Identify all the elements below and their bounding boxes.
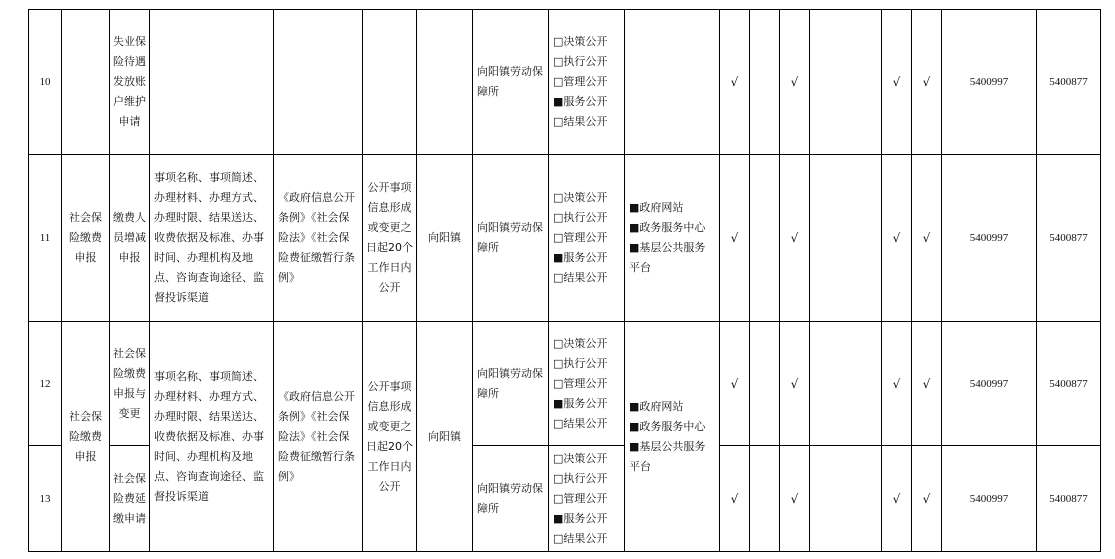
- basis-cell: 《政府信息公开条例》《社会保险法》《社会保险费征缴暂行条例》: [274, 155, 363, 322]
- matter-sub-cell: 失业保险待遇发放账户维护申请: [110, 10, 150, 155]
- public-type-item: □决策公开: [553, 191, 608, 204]
- channel-cell: [625, 155, 720, 322]
- content-cell: [150, 10, 274, 155]
- check-mark: √: [882, 446, 912, 552]
- check-mark: √: [882, 322, 912, 446]
- subject-cell: 向阳镇: [417, 155, 473, 322]
- subject-cell: [417, 10, 473, 155]
- check-mark: √: [720, 322, 750, 446]
- matter-sub-cell: 缴费人员增减申报: [110, 155, 150, 322]
- subject-cell: 向阳镇: [417, 322, 473, 552]
- matter-main-cell: 社会保险缴费申报: [62, 155, 110, 322]
- public-type-item: □结果公开: [553, 531, 608, 545]
- public-type-item: □决策公开: [553, 336, 608, 350]
- time-limit-cell: [363, 10, 417, 155]
- public-type-item: □执行公开: [553, 55, 608, 68]
- channel-item: ■基层公共服务平台: [629, 439, 706, 473]
- public-type-item: □管理公开: [553, 231, 608, 244]
- public-type-item: ■服务公开: [553, 95, 608, 108]
- public-type-item: □结果公开: [553, 416, 608, 430]
- public-type-item: □决策公开: [553, 35, 608, 48]
- object-cell: 向阳镇劳动保障所: [473, 155, 549, 322]
- content-cell: 事项名称、事项简述、办理材料、办理方式、办理时限、结果送达、收费依据及标准、办事时间、办理机构及地点、咨询查询途径、监督投诉渠道: [150, 322, 274, 552]
- matter-main-cell: [62, 10, 110, 155]
- channel-cell: [625, 322, 720, 552]
- channel-cell: [625, 10, 720, 155]
- check-mark: [750, 10, 780, 155]
- check-mark: √: [720, 446, 750, 552]
- check-mark: [810, 10, 882, 155]
- check-mark: √: [780, 10, 810, 155]
- object-cell: 向阳镇劳动保障所: [473, 322, 549, 446]
- public-type-item: □决策公开: [553, 451, 608, 465]
- object-cell: 向阳镇劳动保障所: [473, 10, 549, 155]
- code-a-cell: 5400997: [942, 322, 1037, 446]
- public-type-item: □结果公开: [553, 271, 608, 284]
- check-mark: √: [780, 446, 810, 552]
- channel-item: ■政务服务中心: [629, 419, 706, 433]
- check-mark: √: [882, 10, 912, 155]
- matter-sub-cell: 社会保险费延缴申请: [110, 446, 150, 552]
- check-mark: √: [720, 155, 750, 322]
- disclosure-table: [28, 9, 1101, 552]
- check-mark: √: [912, 155, 942, 322]
- check-mark: [750, 446, 780, 552]
- public-type-cell: [549, 322, 625, 446]
- content-cell: 事项名称、事项简述、办理材料、办理方式、办理时限、结果送达、收费依据及标准、办事时间、办理机构及地点、咨询查询途径、监督投诉渠道: [150, 155, 274, 322]
- check-mark: √: [912, 10, 942, 155]
- time-limit-cell: 公开事项信息形成或变更之日起20个工作日内公开: [363, 155, 417, 322]
- channel-item: ■政务服务中心: [629, 221, 706, 234]
- table-row: [29, 155, 1101, 322]
- basis-cell: 《政府信息公开条例》《社会保险法》《社会保险费征缴暂行条例》: [274, 322, 363, 552]
- code-b-cell: 5400877: [1037, 10, 1101, 155]
- check-mark: [810, 446, 882, 552]
- check-mark: [810, 322, 882, 446]
- table-row: [29, 322, 1101, 446]
- row-number: 11: [29, 155, 62, 322]
- public-type-item: □结果公开: [553, 115, 608, 128]
- public-type-item: ■服务公开: [553, 511, 608, 525]
- channel-item: ■基层公共服务平台: [629, 241, 706, 274]
- matter-sub-cell: 社会保险缴费申报与变更: [110, 322, 150, 446]
- public-type-cell: [549, 155, 625, 322]
- channel-item: ■政府网站: [629, 201, 684, 214]
- table-row: [29, 10, 1101, 155]
- public-type-item: □管理公开: [553, 491, 608, 505]
- public-type-item: □执行公开: [553, 356, 608, 370]
- public-type-item: ■服务公开: [553, 396, 608, 410]
- check-mark: √: [780, 322, 810, 446]
- public-type-item: ■服务公开: [553, 251, 608, 264]
- row-number: 10: [29, 10, 62, 155]
- public-type-item: □执行公开: [553, 211, 608, 224]
- channel-item: ■政府网站: [629, 399, 684, 413]
- code-a-cell: 5400997: [942, 155, 1037, 322]
- object-cell: 向阳镇劳动保障所: [473, 446, 549, 552]
- check-mark: √: [720, 10, 750, 155]
- code-b-cell: 5400877: [1037, 446, 1101, 552]
- check-mark: √: [882, 155, 912, 322]
- check-mark: √: [912, 446, 942, 552]
- basis-cell: [274, 10, 363, 155]
- matter-main-cell: 社会保险缴费申报: [62, 322, 110, 552]
- check-mark: [750, 155, 780, 322]
- time-limit-cell: 公开事项信息形成或变更之日起20个工作日内公开: [363, 322, 417, 552]
- public-type-cell: [549, 10, 625, 155]
- code-a-cell: 5400997: [942, 10, 1037, 155]
- public-type-item: □执行公开: [553, 471, 608, 485]
- public-type-item: □管理公开: [553, 75, 608, 88]
- row-number: 12: [29, 322, 62, 446]
- check-mark: √: [912, 322, 942, 446]
- check-mark: √: [780, 155, 810, 322]
- check-mark: [810, 155, 882, 322]
- row-number: 13: [29, 446, 62, 552]
- code-a-cell: 5400997: [942, 446, 1037, 552]
- code-b-cell: 5400877: [1037, 155, 1101, 322]
- public-type-cell: [549, 446, 625, 552]
- check-mark: [750, 322, 780, 446]
- public-type-item: □管理公开: [553, 376, 608, 390]
- code-b-cell: 5400877: [1037, 322, 1101, 446]
